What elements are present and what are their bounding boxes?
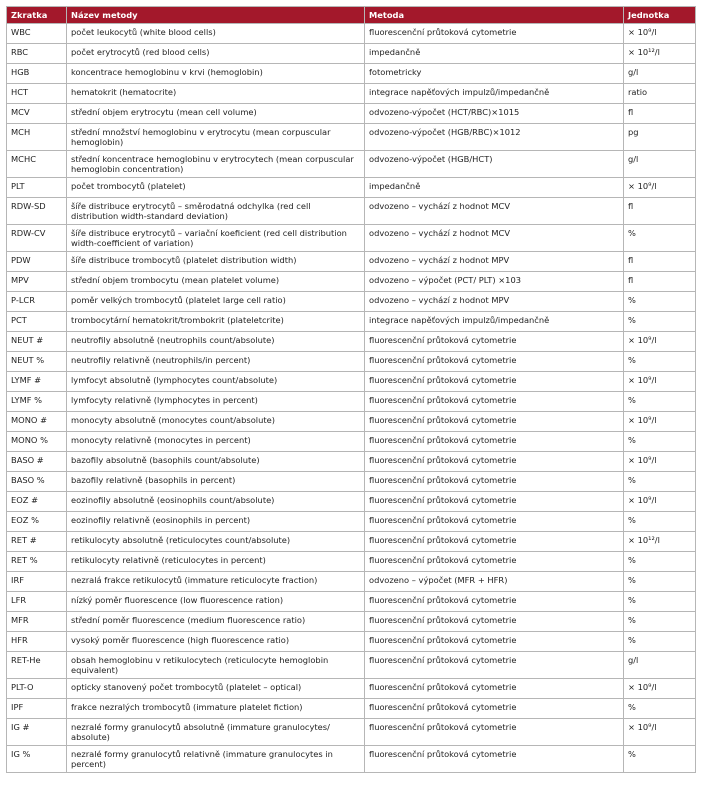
cell-unit: × 10⁹/l (624, 492, 696, 512)
cell-unit: fl (624, 272, 696, 292)
cell-unit: fl (624, 104, 696, 124)
cell-abbreviation: HFR (7, 632, 67, 652)
cell-unit: % (624, 632, 696, 652)
cell-method: fotometricky (365, 64, 624, 84)
cell-unit: × 10⁹/l (624, 452, 696, 472)
cell-abbreviation: EOZ # (7, 492, 67, 512)
cell-unit: g/l (624, 151, 696, 178)
cell-unit: % (624, 746, 696, 773)
methods-table (6, 6, 696, 773)
cell-unit: % (624, 472, 696, 492)
cell-method-name: monocyty relativně (monocytes in percent) (67, 432, 365, 452)
cell-abbreviation: RET # (7, 532, 67, 552)
table-row (7, 252, 696, 272)
methods-table-container (6, 6, 695, 773)
cell-abbreviation: MCH (7, 124, 67, 151)
cell-abbreviation: PLT-O (7, 679, 67, 699)
cell-unit: % (624, 592, 696, 612)
cell-method-name: lymfocyt absolutně (lymphocytes count/absolute) (67, 372, 365, 392)
cell-unit: % (624, 432, 696, 452)
cell-abbreviation: MFR (7, 612, 67, 632)
cell-abbreviation: MPV (7, 272, 67, 292)
cell-abbreviation: P-LCR (7, 292, 67, 312)
cell-unit: ratio (624, 84, 696, 104)
cell-unit: × 10⁹/l (624, 412, 696, 432)
cell-abbreviation: RET % (7, 552, 67, 572)
cell-method: fluorescenční průtoková cytometrie (365, 592, 624, 612)
table-row (7, 24, 696, 44)
cell-unit: % (624, 512, 696, 532)
cell-method: fluorescenční průtoková cytometrie (365, 652, 624, 679)
cell-method: fluorescenční průtoková cytometrie (365, 432, 624, 452)
cell-method-name: trombocytární hematokrit/trombokrit (plateletcrite) (67, 312, 365, 332)
table-row (7, 151, 696, 178)
cell-abbreviation: IG % (7, 746, 67, 773)
table-row (7, 612, 696, 632)
cell-abbreviation: NEUT % (7, 352, 67, 372)
cell-abbreviation: LFR (7, 592, 67, 612)
header-unit: Jednotka (624, 7, 696, 24)
cell-unit: pg (624, 124, 696, 151)
cell-unit: fl (624, 252, 696, 272)
cell-method: fluorescenční průtoková cytometrie (365, 452, 624, 472)
cell-method: fluorescenční průtoková cytometrie (365, 699, 624, 719)
cell-method-name: retikulocyty relativně (reticulocytes in percent) (67, 552, 365, 572)
cell-method-name: střední poměr fluorescence (medium fluorescence ratio) (67, 612, 365, 632)
cell-abbreviation: WBC (7, 24, 67, 44)
cell-unit: % (624, 392, 696, 412)
cell-unit: % (624, 699, 696, 719)
header-method: Metoda (365, 7, 624, 24)
cell-unit: % (624, 352, 696, 372)
cell-method-name: neutrofily relativně (neutrophils/in percent) (67, 352, 365, 372)
table-row (7, 592, 696, 612)
cell-method-name: lymfocyty relativně (lymphocytes in percent) (67, 392, 365, 412)
table-row (7, 632, 696, 652)
cell-method: odvozeno – výpočet (MFR + HFR) (365, 572, 624, 592)
cell-method-name: počet trombocytů (platelet) (67, 178, 365, 198)
cell-method: fluorescenční průtoková cytometrie (365, 472, 624, 492)
cell-method: odvozeno – vychází z hodnot MPV (365, 252, 624, 272)
table-row (7, 572, 696, 592)
cell-method: odvozeno-výpočet (HGB/HCT) (365, 151, 624, 178)
cell-method-name: eozinofily absolutně (eosinophils count/absolute) (67, 492, 365, 512)
cell-method-name: monocyty absolutně (monocytes count/absolute) (67, 412, 365, 432)
cell-abbreviation: EOZ % (7, 512, 67, 532)
cell-unit: % (624, 552, 696, 572)
cell-method: odvozeno – vychází z hodnot MCV (365, 198, 624, 225)
cell-method: fluorescenční průtoková cytometrie (365, 512, 624, 532)
cell-method-name: obsah hemoglobinu v retikulocytech (reticulocyte hemoglobin equivalent) (67, 652, 365, 679)
cell-abbreviation: IRF (7, 572, 67, 592)
table-row (7, 719, 696, 746)
cell-method: fluorescenční průtoková cytometrie (365, 612, 624, 632)
cell-method-name: počet leukocytů (white blood cells) (67, 24, 365, 44)
table-row (7, 272, 696, 292)
cell-unit: × 10⁹/l (624, 178, 696, 198)
cell-method-name: nezralé formy granulocytů relativně (immature granulocytes in percent) (67, 746, 365, 773)
cell-abbreviation: RDW-CV (7, 225, 67, 252)
cell-abbreviation: PLT (7, 178, 67, 198)
cell-method: fluorescenční průtoková cytometrie (365, 746, 624, 773)
table-row (7, 452, 696, 472)
table-row (7, 512, 696, 532)
table-row (7, 198, 696, 225)
cell-unit: × 10⁹/l (624, 719, 696, 746)
cell-method-name: neutrofily absolutně (neutrophils count/absolute) (67, 332, 365, 352)
cell-abbreviation: BASO # (7, 452, 67, 472)
cell-unit: × 10⁹/l (624, 372, 696, 392)
table-body (7, 24, 696, 773)
cell-abbreviation: HGB (7, 64, 67, 84)
table-row (7, 699, 696, 719)
table-row (7, 44, 696, 64)
cell-abbreviation: MCHC (7, 151, 67, 178)
table-row (7, 392, 696, 412)
cell-method: fluorescenční průtoková cytometrie (365, 719, 624, 746)
table-row (7, 64, 696, 84)
table-row (7, 84, 696, 104)
cell-method: fluorescenční průtoková cytometrie (365, 412, 624, 432)
cell-abbreviation: LYMF % (7, 392, 67, 412)
cell-abbreviation: PCT (7, 312, 67, 332)
cell-method: impedančně (365, 178, 624, 198)
cell-abbreviation: MONO # (7, 412, 67, 432)
cell-abbreviation: RET-He (7, 652, 67, 679)
table-row (7, 412, 696, 432)
cell-method-name: počet erytrocytů (red blood cells) (67, 44, 365, 64)
table-row (7, 312, 696, 332)
table-row (7, 352, 696, 372)
cell-method: odvozeno – výpočet (PCT/ PLT) ×103 (365, 272, 624, 292)
table-row (7, 746, 696, 773)
cell-method-name: poměr velkých trombocytů (platelet large cell ratio) (67, 292, 365, 312)
table-row (7, 225, 696, 252)
cell-method: impedančně (365, 44, 624, 64)
table-row (7, 652, 696, 679)
cell-abbreviation: RDW-SD (7, 198, 67, 225)
cell-abbreviation: NEUT # (7, 332, 67, 352)
cell-method: odvozeno – vychází z hodnot MPV (365, 292, 624, 312)
cell-method-name: bazofily absolutně (basophils count/absolute) (67, 452, 365, 472)
cell-unit: g/l (624, 652, 696, 679)
cell-unit: g/l (624, 64, 696, 84)
cell-method-name: nezralé formy granulocytů absolutně (immature granulocytes/ absolute) (67, 719, 365, 746)
cell-method-name: nízký poměr fluorescence (low fluorescence ration) (67, 592, 365, 612)
cell-method-name: retikulocyty absolutně (reticulocytes count/absolute) (67, 532, 365, 552)
cell-method-name: střední objem erytrocytu (mean cell volume) (67, 104, 365, 124)
table-row (7, 104, 696, 124)
cell-unit: × 10⁹/l (624, 24, 696, 44)
table-row (7, 332, 696, 352)
header-abbreviation: Zkratka (7, 7, 67, 24)
cell-method: integrace napěťových impulzů/impedančně (365, 312, 624, 332)
cell-method: fluorescenční průtoková cytometrie (365, 552, 624, 572)
cell-method: fluorescenční průtoková cytometrie (365, 392, 624, 412)
cell-abbreviation: RBC (7, 44, 67, 64)
cell-unit: × 10⁹/l (624, 332, 696, 352)
table-row (7, 552, 696, 572)
table-row (7, 292, 696, 312)
table-header-row (7, 7, 696, 24)
cell-method: odvozeno – vychází z hodnot MCV (365, 225, 624, 252)
cell-method-name: hematokrit (hematocrite) (67, 84, 365, 104)
cell-method-name: frakce nezralých trombocytů (immature platelet fiction) (67, 699, 365, 719)
cell-abbreviation: IG # (7, 719, 67, 746)
cell-method: odvozeno-výpočet (HGB/RBC)×1012 (365, 124, 624, 151)
cell-method-name: koncentrace hemoglobinu v krvi (hemoglobin) (67, 64, 365, 84)
table-row (7, 124, 696, 151)
table-row (7, 432, 696, 452)
cell-method-name: bazofily relativně (basophils in percent) (67, 472, 365, 492)
cell-method: fluorescenční průtoková cytometrie (365, 372, 624, 392)
table-row (7, 178, 696, 198)
table-row (7, 679, 696, 699)
cell-abbreviation: HCT (7, 84, 67, 104)
table-row (7, 472, 696, 492)
cell-method: fluorescenční průtoková cytometrie (365, 24, 624, 44)
cell-method: fluorescenční průtoková cytometrie (365, 492, 624, 512)
cell-abbreviation: IPF (7, 699, 67, 719)
cell-unit: × 10¹²/l (624, 44, 696, 64)
cell-method-name: eozinofily relativně (eosinophils in percent) (67, 512, 365, 532)
cell-method: fluorescenční průtoková cytometrie (365, 332, 624, 352)
cell-abbreviation: MONO % (7, 432, 67, 452)
cell-method-name: střední koncentrace hemoglobinu v erytrocytech (mean corpuscular hemoglobin concentration) (67, 151, 365, 178)
cell-method-name: střední objem trombocytu (mean platelet volume) (67, 272, 365, 292)
cell-unit: × 10⁹/l (624, 679, 696, 699)
cell-unit: % (624, 225, 696, 252)
cell-method-name: vysoký poměr fluorescence (high fluorescence ratio) (67, 632, 365, 652)
cell-method: fluorescenční průtoková cytometrie (365, 679, 624, 699)
cell-unit: % (624, 312, 696, 332)
cell-method-name: šíře distribuce trombocytů (platelet distribution width) (67, 252, 365, 272)
cell-abbreviation: BASO % (7, 472, 67, 492)
cell-unit: × 10¹²/l (624, 532, 696, 552)
cell-abbreviation: MCV (7, 104, 67, 124)
cell-abbreviation: LYMF # (7, 372, 67, 392)
cell-method-name: šíře distribuce erytrocytů – variační koeficient (red cell distribution width-coefficient of variation) (67, 225, 365, 252)
cell-method: integrace napěťových impulzů/impedančně (365, 84, 624, 104)
header-method-name: Název metody (67, 7, 365, 24)
cell-unit: % (624, 292, 696, 312)
cell-method: fluorescenční průtoková cytometrie (365, 532, 624, 552)
cell-method: fluorescenční průtoková cytometrie (365, 352, 624, 372)
cell-abbreviation: PDW (7, 252, 67, 272)
cell-method-name: opticky stanovený počet trombocytů (platelet – optical) (67, 679, 365, 699)
cell-method-name: nezralá frakce retikulocytů (immature reticulocyte fraction) (67, 572, 365, 592)
cell-method-name: šíře distribuce erytrocytů – směrodatná odchylka (red cell distribution width-standard deviation) (67, 198, 365, 225)
cell-method: fluorescenční průtoková cytometrie (365, 632, 624, 652)
cell-method-name: střední množství hemoglobinu v erytrocytu (mean corpuscular hemoglobin) (67, 124, 365, 151)
table-row (7, 532, 696, 552)
cell-unit: fl (624, 198, 696, 225)
cell-unit: % (624, 572, 696, 592)
table-row (7, 492, 696, 512)
table-row (7, 372, 696, 392)
cell-unit: % (624, 612, 696, 632)
cell-method: odvozeno-výpočet (HCT/RBC)×1015 (365, 104, 624, 124)
